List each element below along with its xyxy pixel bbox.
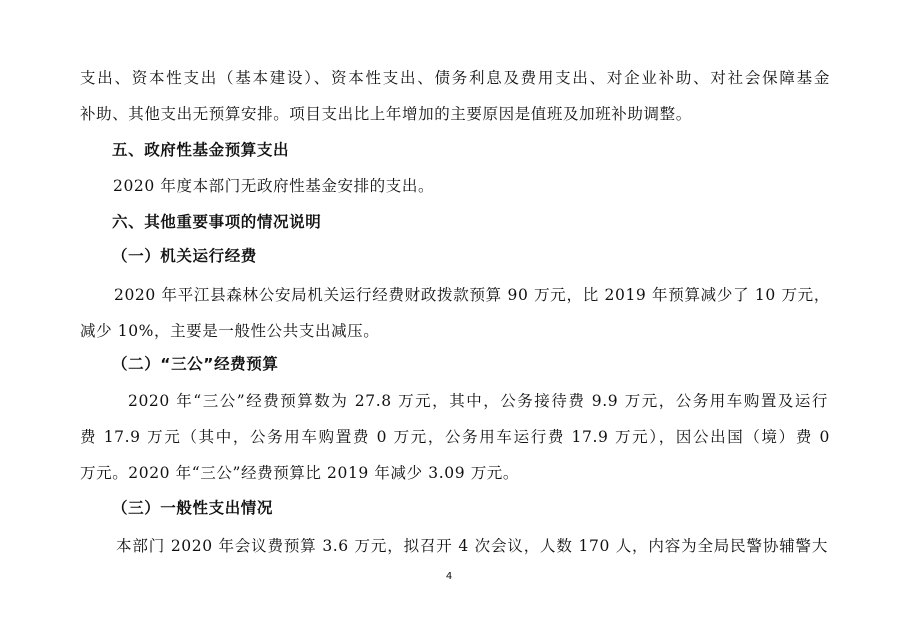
paragraph-line: 费 17.9 万元（其中，公务用车购置费 0 万元，公务用车运行费 17.9 万元），因公出国（境）费 0 (80, 428, 830, 446)
paragraph-line: 2020 年“三公”经费预算数为 27.8 万元，其中，公务接待费 9.9 万元，公务用车购置及运行 (128, 392, 828, 410)
page-number: 4 (445, 571, 453, 582)
paragraph-line: 2020 年度本部门无政府性基金安排的支出。 (113, 177, 435, 195)
subsection-heading: （二）“三公”经费预算 (112, 355, 279, 373)
paragraph-line: 本部门 2020 年会议费预算 3.6 万元，拟召开 4 次会议，人数 170 人，内容为全局民警协辅警大 (116, 537, 828, 555)
paragraph-line: 支出、资本性支出（基本建设）、资本性支出、债务利息及费用支出、对企业补助、对社会保障基金 (80, 69, 830, 87)
section-heading: 六、其他重要事项的情况说明 (112, 213, 322, 231)
paragraph-line: 万元。2020 年“三公”经费预算比 2019 年减少 3.09 万元。 (80, 464, 519, 482)
section-heading: 五、政府性基金预算支出 (112, 141, 290, 159)
subsection-heading: （三）一般性支出情况 (112, 499, 274, 517)
paragraph-line: 补助、其他支出无预算安排。项目支出比上年增加的主要原因是值班及加班补助调整。 (80, 105, 692, 123)
subsection-heading: （一）机关运行经费 (112, 247, 257, 265)
paragraph-line: 2020 年平江县森林公安局机关运行经费财政拨款预算 90 万元，比 2019 年预算减少了 10 万元， (114, 286, 830, 304)
paragraph-line: 减少 10%，主要是一般性公共支出减压。 (80, 322, 380, 340)
